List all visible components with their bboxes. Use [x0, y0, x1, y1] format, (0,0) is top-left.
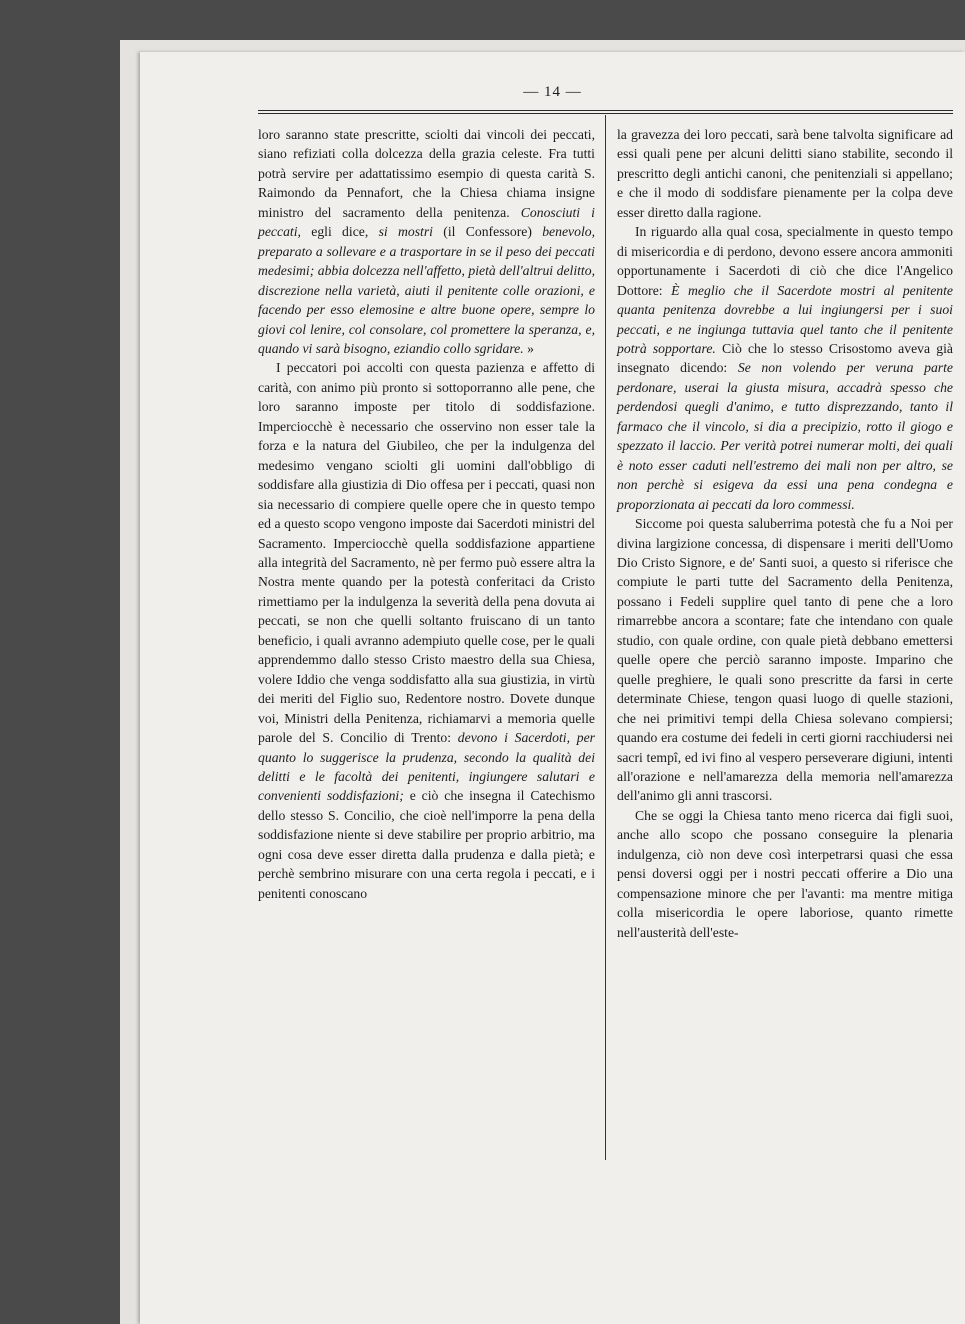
text-run: Ciò che lo stesso Crisostomo aveva già insegnato dicendo: — [617, 340, 953, 376]
page-number: — 14 — — [523, 84, 582, 100]
text-run: In riguardo alla qual cosa, specialmente in questo tempo di misericordia e di perdono, devono essere ancora ammoniti opportunamente i Sacerdoti di ciò che dice l'Angelico Dottore: — [617, 224, 953, 298]
document-page — [140, 52, 965, 1324]
text-run: egli dice, — [300, 224, 379, 240]
italic-run: benevolo, preparato a sollevare e a trasportare in se il peso dei peccati medesimi; abbia dolcezza nell'affetto, pietà dell'altrui delitto, discrezione nella varietà, aiuti il penitente colle orazioni, e facendo per esso elemosine e altre buone opere, sempre lo giovi col lenire, col consolare, col promettere la speranza, e, quando vi sarà bisogno, eziandio collo sgridare. — [258, 224, 596, 356]
text-run: I peccatori poi accolti con questa pazienza e affetto di carità, con animo più pronto si sottoporranno alle pene, che loro saranno imposte per titolo di soddisfazione. Imperciocchè è necessario che osservino non esser tale la forza e la natura del Giubileo, che per la indulgenza del medesimo vengano sciolti gli uomini dall'obbligo di soddisfare alla giustizia di Dio offesa per i peccati, quasi non sia necessario di compiere quelle opere che in questo tempo ed a questo scopo vengono imposte dai Sacerdoti ministri del Sacramento. Imperciocchè quella soddisfazione appartiene alla integrità del Sacramento, nè per fermo può essere altra la Nostra mente quando per la potestà conferitaci da Cristo rimettiamo per la indulgenza la severità della pena dovuta ai peccati, se non che quelli soltanto fruiscano di un tanto beneficio, i quali avranno adempiuto quelle cose, per le quali apprendemmo dallo stesso Cristo maestro della sua Chiesa, volere Iddio che venga soddisfatto alla sua giustizia, in virtù dei meriti del Figlio suo, Redentore nostro. Dovete dunque voi, Ministri della Penitenza, richiamarvi a memoria quelle parole del S. Concilio di Trento: — [258, 360, 595, 746]
header-rule-secondary — [258, 113, 953, 114]
italic-run: È meglio che il Sacerdote mostri al penitente quanta penitenza dovrebbe a lui ingiungersi per i suoi peccati, e ne ingiunga tuttavia quel tanto che il penitente potrà sopportare. — [617, 282, 953, 356]
right-column — [617, 125, 953, 942]
right-paragraph-3: Siccome poi questa saluberrima potestà che fu a Noi per divina largizione concessa, di dispensare i meriti dell'Uomo Dio Cristo Signore, e de' Santi suoi, a questo si riferisce che compiute le parti tutte del Sacramento della Penitenza, possano i Fedeli supplire quel tanto di pene che a loro rimarrebbe ancora a scontare; fate che intendano con quale studio, con quale ordine, con quale pietà debbano emettersi quelle opere che perciò saranno imposte. Imparino che quelle preghiere, le quali sono prescritte da farsi in certe determinate Chiese, tengon quasi luogo di quelle stazioni, che nei primitivi tempi della Chiesa solevano compiersi; quando era costume dei fedeli in certi giorni racchiudersi nei sacri tempî, ed ivi fino al vespero perseverare digiuni, intenti all'orazione e nell'amarezza della memoria nell'amarezza dell'animo gli anni trascorsi. — [617, 516, 953, 804]
text-run: e ciò che insegna il Catechismo dello stesso S. Concilio, che cioè nell'imporre la pena della soddisfazione niente si deve stabilire per proprio arbitrio, ma ogni cosa deve esser diretta dalla prudenza e dalla pietà; e perchè sembrino misurare con una certa regola i peccati, e i penitenti conoscano — [258, 788, 595, 901]
column-divider — [605, 115, 606, 1160]
text-run: » — [523, 340, 534, 356]
left-column — [258, 125, 595, 903]
italic-run: Conosciuti i peccati, — [258, 204, 595, 240]
italic-run: si mostri — [378, 224, 433, 240]
right-paragraph-4: Che se oggi la Chiesa tanto meno ricerca dai figli suoi, anche allo scopo che possano conseguire la plenaria indulgenza, ciò non deve così interpetrarsi quasi che essa pensi doversi oggi per i nostri peccati offerire a Dio una compensazione minore che per l'avanti: ma mentre mitiga colla misericordia le opere laboriose, quanto rimette nell'austerità dell'este- — [617, 807, 953, 940]
right-paragraph-2 — [617, 222, 953, 514]
italic-run: Se non volendo per veruna parte perdonare, userai la giusta misura, accadrà spesso che perdendosi quegli d'animo, e tutto disprezzando, tanto il farmaco che il vincolo, si dia a precipizio, rotto il giogo e spezzato il laccio. Per verità potrei numerar molti, dei quali è noto esser caduti nell'estremo dei mali non per altro, se non perchè si esigeva da essi una pena condegna e proporzionata ai peccati da loro commessi. — [617, 360, 953, 512]
text-run: (il Confessore) — [433, 224, 543, 240]
italic-run: devono i Sacerdoti, per quanto lo suggerisce la prudenza, secondo la qualità dei delitti e le facoltà dei penitenti, ingiungere salutari e convenienti soddisfazioni; — [258, 730, 595, 804]
left-paragraph-2 — [258, 358, 595, 903]
text-run: loro saranno state prescritte, sciolti dai vincoli dei peccati, siano refiziati colla dolcezza della grazia celeste. Fra tutti potrà servire per adattatissimo esempio di questa carità S. Raimondo da Pennafort, che la Chiesa chiama insigne ministro del sacramento della penitenza. — [258, 127, 595, 220]
header-rule — [258, 110, 953, 111]
left-paragraph-1 — [258, 125, 595, 358]
right-paragraph-1: la gravezza dei loro peccati, sarà bene talvolta significare ad essi quali pene per alcuni delitti siano stabilite, secondo il prescritto degli antichi canoni, che penitenziali si appellano; e che il modo di soddisfare pienamente per la colpa deve esser diretto dalla ragione. — [617, 127, 953, 220]
